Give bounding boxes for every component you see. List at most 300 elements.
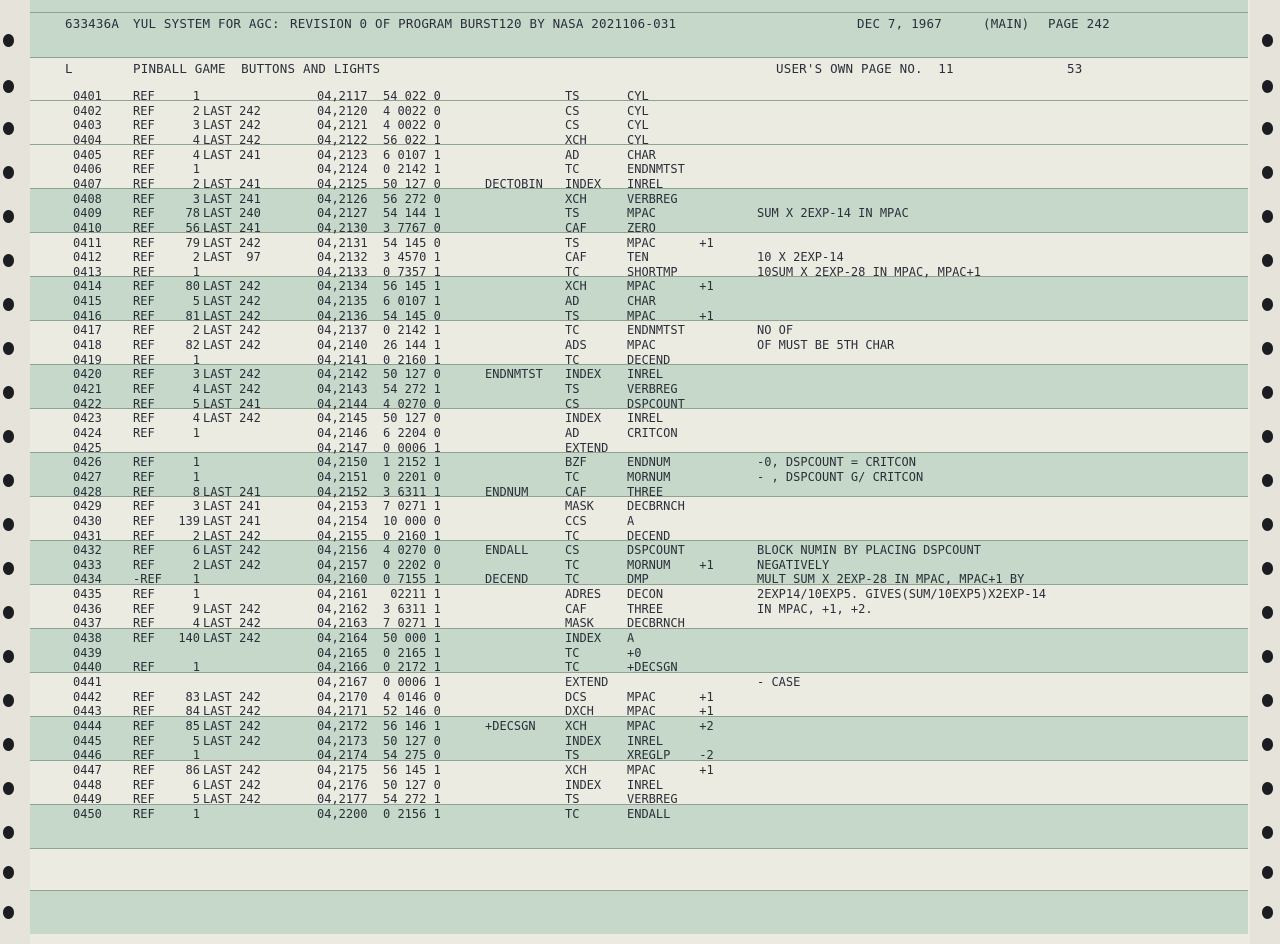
line-number: 0403 [73, 118, 102, 133]
line-number: 0428 [73, 484, 102, 499]
ref-count: 86 [185, 762, 200, 777]
memory-address: 04,2122 [317, 132, 368, 147]
print-date: DEC 7, 1967 [857, 16, 942, 31]
operand: TEN [627, 250, 649, 265]
ref-marker: REF [133, 411, 155, 426]
listing-row [0, 441, 1280, 456]
line-number: 0409 [73, 206, 102, 221]
memory-address: 04,2161 [317, 587, 368, 602]
ref-marker: REF [133, 396, 155, 411]
line-number: 0414 [73, 279, 102, 294]
listing-row [0, 455, 1280, 470]
octal-code: 56 145 1 [383, 279, 441, 294]
memory-address: 04,2177 [317, 792, 368, 807]
listing-row [0, 250, 1280, 265]
ref-count: 78 [185, 206, 200, 221]
line-number: 0438 [73, 631, 102, 646]
ref-marker: REF [133, 469, 155, 484]
line-number: 0442 [73, 689, 102, 704]
listing-row [0, 206, 1280, 221]
opcode: ADRES [565, 587, 602, 602]
operand: ENDNUM [627, 455, 671, 470]
last-page-ref: LAST 240 [203, 206, 261, 221]
operand: INREL [627, 367, 664, 382]
listing-row [0, 690, 1280, 705]
ref-marker: REF [133, 718, 155, 733]
line-number: 0441 [73, 675, 102, 689]
opcode: ADS [565, 338, 587, 353]
log-section-title: PINBALL GAME BUTTONS AND LIGHTS [133, 61, 381, 76]
opcode: CS [565, 396, 580, 411]
operand: VERBREG [627, 191, 678, 206]
operand: DSPCOUNT [627, 396, 685, 411]
opcode: INDEX [565, 411, 602, 426]
ref-count: 4 [192, 147, 200, 162]
line-number: 0436 [73, 601, 102, 616]
opcode: TC [565, 528, 580, 543]
ref-count: 1 [192, 469, 200, 484]
operand: THREE [627, 601, 664, 616]
operand: CYL [627, 89, 649, 103]
opcode: BZF [565, 455, 587, 470]
octal-code: 4 0022 0 [383, 103, 441, 118]
ref-count: 3 [192, 118, 200, 133]
comment: NO OF [757, 323, 794, 338]
opcode: CS [565, 118, 580, 133]
ref-marker: REF [133, 601, 155, 616]
listing-row [0, 104, 1280, 119]
ref-count: 5 [192, 733, 200, 748]
octal-code: 50 127 0 [383, 367, 441, 382]
ref-marker: REF [133, 557, 155, 572]
ref-count: 83 [185, 689, 200, 704]
comment: MULT SUM X 2EXP-28 IN MPAC, MPAC+1 BY [757, 572, 1025, 587]
octal-code: 26 144 1 [383, 338, 441, 353]
ref-count: 140 [178, 631, 200, 646]
memory-address: 04,2124 [317, 162, 368, 177]
octal-code: 50 127 0 [383, 411, 441, 426]
comment: IN MPAC, +1, +2. [757, 601, 873, 616]
opcode: CS [565, 103, 580, 118]
opcode: TC [565, 572, 580, 587]
revision-text: REVISION 0 OF PROGRAM BURST120 BY NASA 2021106-031 [290, 16, 677, 31]
opcode: TS [565, 235, 580, 250]
ref-count: 1 [192, 748, 200, 763]
line-number: 0449 [73, 792, 102, 807]
octal-code: 0 2165 1 [383, 645, 441, 660]
line-number: 0445 [73, 733, 102, 748]
memory-address: 04,2140 [317, 338, 368, 353]
line-number: 0410 [73, 220, 102, 235]
memory-address: 04,2165 [317, 645, 368, 660]
comment: 10 X 2EXP-14 [757, 250, 844, 265]
operand: CYL [627, 118, 649, 133]
opcode: XCH [565, 718, 587, 733]
octal-code: 0 2160 1 [383, 528, 441, 543]
opcode: MASK [565, 499, 594, 514]
ref-count: 2 [192, 323, 200, 338]
operand: DECBRNCH [627, 499, 685, 514]
listing-row [0, 323, 1280, 338]
system-name: YUL SYSTEM FOR AGC: [133, 16, 280, 31]
line-number: 0446 [73, 748, 102, 763]
memory-address: 04,2153 [317, 499, 368, 514]
last-page-ref: LAST 241 [203, 176, 261, 191]
memory-address: 04,2120 [317, 103, 368, 118]
memory-address: 04,2176 [317, 777, 368, 792]
opcode: EXTEND [565, 675, 609, 689]
octal-code: 6 2204 0 [383, 425, 441, 440]
ref-marker: REF [133, 191, 155, 206]
memory-address: 04,2121 [317, 118, 368, 133]
line-number: 0420 [73, 367, 102, 382]
ref-count: 79 [185, 235, 200, 250]
octal-code: 54 272 1 [383, 792, 441, 807]
operand: MORNUM +1 [627, 557, 714, 572]
opcode: DXCH [565, 704, 594, 719]
operand: THREE [627, 484, 664, 499]
ref-count: 8 [192, 484, 200, 499]
ref-count: 2 [192, 103, 200, 118]
ref-marker: REF [133, 513, 155, 528]
log-number: 53 [1067, 61, 1083, 76]
ref-marker: REF [133, 733, 155, 748]
line-number: 0440 [73, 660, 102, 675]
octal-code: 3 6311 1 [383, 484, 441, 499]
last-page-ref: LAST 242 [203, 601, 261, 616]
listing-row [0, 133, 1280, 148]
symbol-label: +DECSGN [485, 718, 536, 733]
opcode: CCS [565, 513, 587, 528]
ref-marker: REF [133, 631, 155, 646]
listing-row [0, 118, 1280, 133]
ref-count: 1 [192, 587, 200, 602]
operand: MPAC [627, 338, 656, 353]
page-number: PAGE 242 [1048, 16, 1110, 31]
memory-address: 04,2164 [317, 631, 368, 646]
operand: DMP [627, 572, 649, 587]
ref-marker: REF [133, 660, 155, 675]
ref-marker: REF [133, 294, 155, 309]
opcode: TS [565, 382, 580, 396]
operand: +DECSGN [627, 660, 678, 675]
memory-address: 04,2130 [317, 220, 368, 235]
operand: +0 [627, 645, 642, 660]
listing-row [0, 572, 1280, 587]
line-number: 0405 [73, 147, 102, 162]
section-label: (MAIN) [983, 16, 1030, 31]
operand: MORNUM [627, 469, 671, 484]
listing-row [0, 162, 1280, 177]
opcode: XCH [565, 279, 587, 294]
line-number: 0413 [73, 264, 102, 279]
listing-row [0, 470, 1280, 485]
octal-code: 3 7767 0 [383, 220, 441, 235]
ref-marker: REF [133, 777, 155, 792]
last-page-ref: LAST 242 [203, 631, 261, 646]
listing-row [0, 734, 1280, 749]
ref-count: 1 [192, 572, 200, 587]
symbol-label: ENDALL [485, 543, 529, 558]
ref-marker: REF [133, 455, 155, 470]
listing-row [0, 89, 1280, 104]
last-page-ref: LAST 242 [203, 382, 261, 396]
ref-count: 3 [192, 191, 200, 206]
memory-address: 04,2144 [317, 396, 368, 411]
listing-row [0, 426, 1280, 441]
ref-count: 3 [192, 499, 200, 514]
memory-address: 04,2152 [317, 484, 368, 499]
operand: MPAC [627, 206, 656, 221]
memory-address: 04,2117 [317, 89, 368, 103]
last-page-ref: LAST 242 [203, 689, 261, 704]
comment: - , DSPCOUNT G/ CRITCON [757, 469, 924, 484]
operand: ZERO [627, 220, 656, 235]
line-number: 0448 [73, 777, 102, 792]
ref-marker: REF [133, 147, 155, 162]
octal-code: 0 2156 1 [383, 806, 441, 821]
memory-address: 04,2123 [317, 147, 368, 162]
ref-count: 4 [192, 132, 200, 147]
ref-marker: REF [133, 748, 155, 763]
operand: SHORTMP [627, 264, 678, 279]
listing-row [0, 294, 1280, 309]
operand: ENDALL [627, 806, 671, 821]
ref-count: 1 [192, 455, 200, 470]
comment: 10SUM X 2EXP-28 IN MPAC, MPAC+1 [757, 264, 981, 279]
octal-code: 6 0107 1 [383, 294, 441, 309]
opcode: CAF [565, 220, 587, 235]
ref-count: 1 [192, 89, 200, 103]
symbol-label: ENDNMTST [485, 367, 543, 382]
ref-count: 5 [192, 294, 200, 309]
operand: MPAC +1 [627, 235, 714, 250]
operand: INREL [627, 411, 664, 426]
last-page-ref: LAST 242 [203, 367, 261, 382]
opcode: TS [565, 308, 580, 323]
last-page-ref: LAST 242 [203, 762, 261, 777]
octal-code: 56 272 0 [383, 191, 441, 206]
opcode: TC [565, 645, 580, 660]
line-number: 0439 [73, 645, 102, 660]
last-page-ref: LAST 242 [203, 308, 261, 323]
listing-row [0, 367, 1280, 382]
memory-address: 04,2174 [317, 748, 368, 763]
listing-row [0, 514, 1280, 529]
ref-count: 1 [192, 806, 200, 821]
operand: XREGLP -2 [627, 748, 714, 763]
listing-row [0, 338, 1280, 353]
opcode: TS [565, 89, 580, 103]
memory-address: 04,2162 [317, 601, 368, 616]
listing-row [0, 704, 1280, 719]
octal-code: 3 6311 1 [383, 601, 441, 616]
line-number: 0423 [73, 411, 102, 426]
memory-address: 04,2167 [317, 675, 368, 689]
last-page-ref: LAST 242 [203, 557, 261, 572]
memory-address: 04,2147 [317, 440, 368, 455]
octal-code: 4 0270 0 [383, 396, 441, 411]
opcode: TS [565, 206, 580, 221]
last-page-ref: LAST 242 [203, 411, 261, 426]
memory-address: 04,2173 [317, 733, 368, 748]
comment: -0, DSPCOUNT = CRITCON [757, 455, 916, 470]
symbol-label: ENDNUM [485, 484, 529, 499]
opcode: TC [565, 660, 580, 675]
line-number: 0447 [73, 762, 102, 777]
line-number: 0418 [73, 338, 102, 353]
ref-marker: REF [133, 338, 155, 353]
ref-marker: REF [133, 425, 155, 440]
last-page-ref: LAST 241 [203, 220, 261, 235]
line-number: 0416 [73, 308, 102, 323]
ref-marker: REF [133, 176, 155, 191]
ref-count: 81 [185, 308, 200, 323]
listing-row [0, 587, 1280, 602]
listing-row [0, 675, 1280, 690]
listing-row [0, 309, 1280, 324]
ref-count: 85 [185, 718, 200, 733]
operand: MPAC +1 [627, 762, 714, 777]
ref-count: 139 [178, 513, 200, 528]
ref-count: 80 [185, 279, 200, 294]
line-number: 0429 [73, 499, 102, 514]
octal-code: 56 146 1 [383, 718, 441, 733]
memory-address: 04,2143 [317, 382, 368, 396]
opcode: INDEX [565, 733, 602, 748]
octal-code: 50 127 0 [383, 777, 441, 792]
operand: DECON [627, 587, 664, 602]
listing-row [0, 763, 1280, 778]
ref-marker: REF [133, 235, 155, 250]
ref-marker: REF [133, 499, 155, 514]
octal-code: 0 7357 1 [383, 264, 441, 279]
listing-row [0, 631, 1280, 646]
last-page-ref: LAST 242 [203, 294, 261, 309]
listing-row [0, 748, 1280, 763]
octal-code: 0 2142 1 [383, 323, 441, 338]
ref-count: 5 [192, 792, 200, 807]
line-number: 0421 [73, 382, 102, 396]
comment: BLOCK NUMIN BY PLACING DSPCOUNT [757, 543, 981, 558]
line-number: 0412 [73, 250, 102, 265]
octal-code: 0 0006 1 [383, 675, 441, 689]
last-page-ref: LAST 242 [203, 733, 261, 748]
ref-marker: REF [133, 264, 155, 279]
octal-code: 0 2142 1 [383, 162, 441, 177]
opcode: XCH [565, 762, 587, 777]
last-page-ref: LAST 242 [203, 323, 261, 338]
memory-address: 04,2156 [317, 543, 368, 558]
opcode: CAF [565, 250, 587, 265]
line-number: 0443 [73, 704, 102, 719]
octal-code: 0 2160 1 [383, 352, 441, 367]
memory-address: 04,2134 [317, 279, 368, 294]
memory-address: 04,2166 [317, 660, 368, 675]
line-number: 0435 [73, 587, 102, 602]
listing-row [0, 177, 1280, 192]
last-page-ref: LAST 242 [203, 528, 261, 543]
memory-address: 04,2171 [317, 704, 368, 719]
ref-marker: REF [133, 103, 155, 118]
line-number: 0427 [73, 469, 102, 484]
line-number: 0419 [73, 352, 102, 367]
ref-marker: REF [133, 616, 155, 631]
listing-row [0, 660, 1280, 675]
octal-code: 54 145 0 [383, 235, 441, 250]
line-number: 0444 [73, 718, 102, 733]
opcode: TC [565, 806, 580, 821]
opcode: CS [565, 543, 580, 558]
listing-row [0, 602, 1280, 617]
ref-marker: REF [133, 89, 155, 103]
memory-address: 04,2127 [317, 206, 368, 221]
opcode: TC [565, 323, 580, 338]
last-page-ref: LAST 242 [203, 704, 261, 719]
log-marker: L [65, 61, 73, 76]
memory-address: 04,2160 [317, 572, 368, 587]
octal-code: 50 127 0 [383, 176, 441, 191]
line-number: 0404 [73, 132, 102, 147]
opcode: XCH [565, 191, 587, 206]
line-number: 0406 [73, 162, 102, 177]
octal-code: 54 144 1 [383, 206, 441, 221]
octal-code: 54 022 0 [383, 89, 441, 103]
ref-count: 2 [192, 528, 200, 543]
octal-code: 54 272 1 [383, 382, 441, 396]
octal-code: 7 0271 1 [383, 616, 441, 631]
listing-row [0, 778, 1280, 793]
listing-row [0, 279, 1280, 294]
line-number: 0407 [73, 176, 102, 191]
octal-code: 4 0270 0 [383, 543, 441, 558]
octal-code: 0 0006 1 [383, 440, 441, 455]
opcode: AD [565, 147, 580, 162]
ref-marker: REF [133, 118, 155, 133]
octal-code: 50 000 1 [383, 631, 441, 646]
operand: A [627, 513, 635, 528]
opcode: TC [565, 162, 580, 177]
memory-address: 04,2200 [317, 806, 368, 821]
line-number: 0426 [73, 455, 102, 470]
octal-code: 0 2172 1 [383, 660, 441, 675]
listing-row [0, 221, 1280, 236]
listing-row [0, 411, 1280, 426]
listing-row [0, 807, 1280, 822]
operand: DECEND [627, 528, 671, 543]
line-number: 0402 [73, 103, 102, 118]
comment: SUM X 2EXP-14 IN MPAC [757, 206, 909, 221]
memory-address: 04,2157 [317, 557, 368, 572]
last-page-ref: LAST 242 [203, 718, 261, 733]
operand: INREL [627, 733, 664, 748]
octal-code: 56 022 1 [383, 132, 441, 147]
line-number: 0431 [73, 528, 102, 543]
last-page-ref: LAST 241 [203, 147, 261, 162]
ref-count: 56 [185, 220, 200, 235]
ref-marker: REF [133, 206, 155, 221]
line-number: 0433 [73, 557, 102, 572]
octal-code: 3 4570 1 [383, 250, 441, 265]
last-page-ref: LAST 242 [203, 279, 261, 294]
operand: CYL [627, 132, 649, 147]
octal-code: 50 127 0 [383, 733, 441, 748]
opcode: AD [565, 425, 580, 440]
opcode: INDEX [565, 631, 602, 646]
ref-count: 1 [192, 660, 200, 675]
ref-marker: REF [133, 220, 155, 235]
opcode: TC [565, 557, 580, 572]
